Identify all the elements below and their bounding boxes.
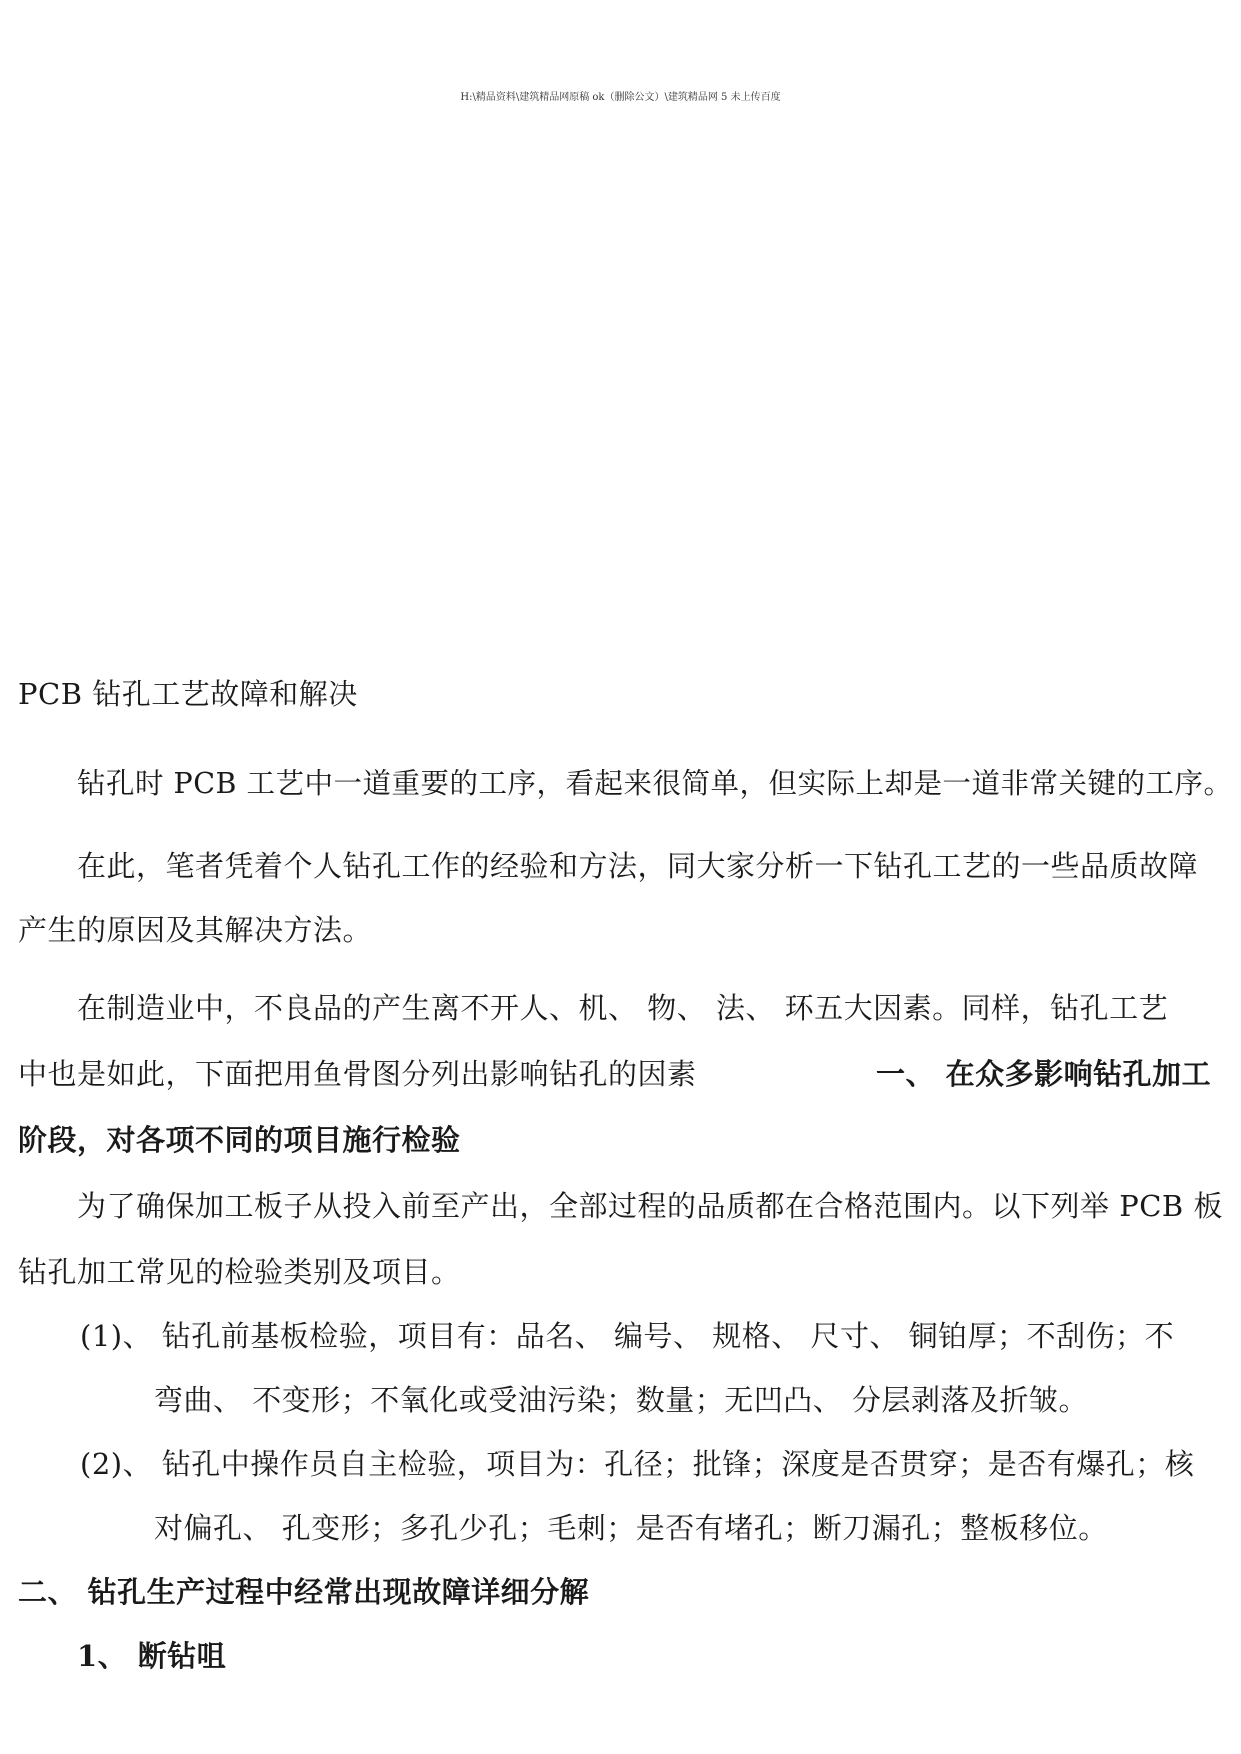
- section1-heading-part2: 阶段，对各项不同的项目施行检验: [18, 1123, 461, 1157]
- paragraph-factors-line2: 中也是如此，下面把用鱼骨图分列出影响钻孔的因素: [18, 1057, 697, 1091]
- paragraph-inspection-line2: 钻孔加工常见的检验类别及项目。: [18, 1255, 461, 1289]
- list-item-1-line2: 弯曲、 不变形；不氧化或受油污染；数量；无凹凸、 分层剥落及折皱。: [154, 1383, 1088, 1417]
- list-item-2-line1: (2)、 钻孔中操作员自主检验，项目为：孔径；批锋；深度是否贯穿；是否有爆孔；核: [80, 1447, 1195, 1481]
- list-item-1-line1: (1)、 钻孔前基板检验，项目有：品名、 编号、 规格、 尺寸、 铜铂厚；不刮伤；不: [80, 1319, 1175, 1353]
- section2-subheading-1: 1、 断钻咀: [77, 1639, 227, 1673]
- list-item-2-line2: 对偏孔、 孔变形；多孔少孔；毛刺；是否有堵孔；断刀漏孔；整板移位。: [154, 1511, 1108, 1545]
- paragraph-analysis-line1: 在此，笔者凭着个人钻孔工作的经验和方法，同大家分析一下钻孔工艺的一些品质故障: [77, 849, 1199, 883]
- paragraph-intro: 钻孔时 PCB 工艺中一道重要的工序，看起来很简单，但实际上却是一道非常关键的工序。: [77, 767, 1233, 800]
- section2-heading: 二、 钻孔生产过程中经常出现故障详细分解: [18, 1575, 590, 1609]
- paragraph-factors-line1: 在制造业中，不良品的产生离不开人、机、 物、 法、 环五大因素。同样，钻孔工艺: [77, 991, 1169, 1025]
- paragraph-inspection-line1: 为了确保加工板子从投入前至产出，全部过程的品质都在合格范围内。以下列举 PCB 板: [77, 1189, 1223, 1223]
- section1-heading-part1: 一、 在众多影响钻孔加工: [876, 1057, 1212, 1091]
- file-path-header: H:\精品资料\建筑精品网原稿 ok（删除公文）\建筑精品网 5 未上传百度: [460, 92, 781, 103]
- paragraph-analysis-line2: 产生的原因及其解决方法。: [18, 913, 373, 947]
- document-title: PCB 钻孔工艺故障和解决: [18, 677, 358, 711]
